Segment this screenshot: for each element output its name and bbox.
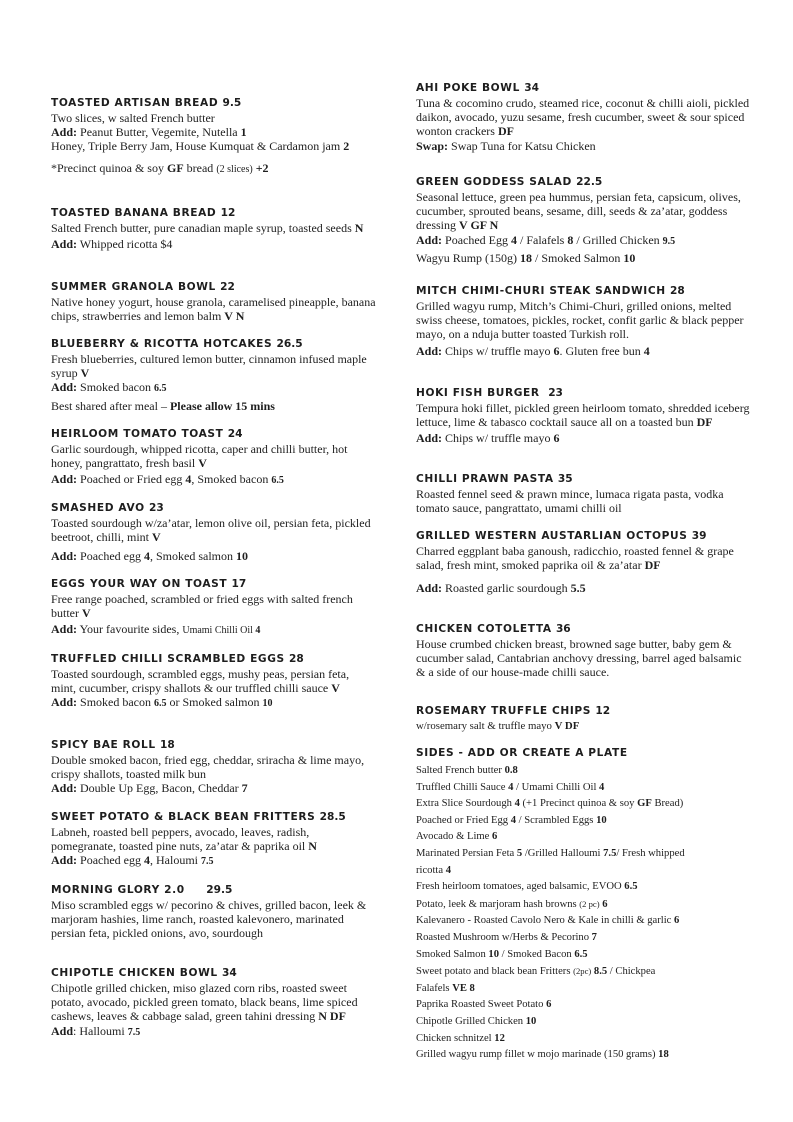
side-name: Smoked Salmon	[416, 948, 489, 960]
description-text: w/rosemary salt & truffle mayo	[416, 720, 555, 732]
add-text: Wagyu Rump (150g)	[416, 250, 521, 265]
menu-item-toasted-banana-bread	[51, 206, 376, 251]
add-price: 2	[343, 139, 350, 154]
side-name: Falafels	[416, 982, 453, 994]
add-on-line	[51, 695, 376, 711]
item-title	[416, 386, 751, 401]
item-price: 22	[220, 281, 235, 293]
add-text: / Falafels	[517, 232, 568, 247]
item-price: 12	[220, 207, 236, 219]
item-description	[416, 719, 751, 733]
diet-badge: V	[80, 366, 90, 381]
add-price: 8	[567, 232, 574, 247]
side-line	[416, 997, 751, 1014]
side-line	[416, 829, 751, 846]
add-text: , Smoked salmon	[150, 549, 236, 564]
item-name: CHIPOTLE CHICKEN BOWL	[51, 967, 218, 979]
add-on-line	[51, 781, 376, 795]
side-name: / Smoked Bacon	[499, 948, 575, 960]
side-name: ricotta	[416, 864, 446, 876]
item-title	[416, 704, 751, 719]
side-line	[416, 1047, 751, 1064]
item-name: SMASHED AVO	[51, 502, 145, 514]
item-title	[51, 280, 376, 295]
item-title	[51, 96, 376, 111]
add-text: , Smoked bacon	[191, 472, 272, 487]
item-title	[51, 966, 376, 981]
item-title	[51, 427, 376, 442]
item-title	[51, 883, 376, 898]
add-on-line	[51, 472, 376, 488]
side-line	[416, 981, 751, 998]
side-name: Chicken schnitzel	[416, 1032, 495, 1044]
side-price: 6.5	[574, 948, 588, 960]
side-price: 12	[494, 1032, 505, 1044]
item-title	[416, 472, 751, 487]
menu-item-steak-sandwich	[416, 284, 751, 358]
menu-item-grilled-octopus	[416, 529, 751, 596]
diet-badge: N DF	[318, 1009, 346, 1024]
side-line	[416, 879, 751, 896]
side-note: (2pc)	[573, 966, 592, 977]
add-text: / Grilled Chicken	[573, 232, 663, 247]
description-text: Tempura hoki fillet, pickled green heirloom tomato, shredded iceberg lettuce, lime & tabasco cocktail sauce all on a toasted bun	[416, 401, 750, 430]
side-line	[416, 846, 751, 863]
item-description	[51, 516, 376, 544]
add-label: Add:	[51, 125, 78, 140]
menu-item-chilli-prawn-pasta	[416, 472, 751, 515]
item-name: GREEN GODDESS SALAD	[416, 176, 572, 188]
menu-item-chicken-cotoletta	[416, 622, 751, 680]
item-description: Grilled wagyu rump, Mitch’s Chimi-Churi, grilled onions, melted swiss cheese, tomatoes, pickles, rocket, confit garlic & black pepper mayo, on a nduja butter toasted Turkish roll.	[416, 299, 744, 342]
add-text: Chips w/ truffle mayo	[442, 343, 554, 358]
side-price: 6	[599, 898, 608, 910]
section-title: SIDES - ADD OR CREATE A PLATE	[416, 747, 628, 759]
item-price: 12	[595, 705, 611, 717]
diet-badge: V GF N	[459, 218, 499, 233]
side-name: / Umami Chilli Oil	[513, 781, 600, 793]
add-text: Whipped ricotta $4	[77, 237, 173, 252]
side-note: (2 pc)	[579, 898, 600, 909]
menu-item-sweet-potato-fritters	[51, 810, 376, 870]
side-line	[416, 780, 751, 797]
item-price: 28	[669, 285, 685, 297]
side-name: Paprika Roasted Sweet Potato	[416, 999, 547, 1011]
menu-item-toasted-artisan-bread	[51, 96, 376, 177]
swap-line	[416, 139, 751, 153]
add-text: Peanut Butter, Vegemite, Nutella	[77, 125, 241, 140]
add-text: / Smoked Salmon	[532, 250, 624, 265]
side-line	[416, 913, 751, 930]
add-text: : Halloumi	[73, 1023, 128, 1038]
item-description: Two slices, w salted French butter	[51, 111, 215, 125]
add-on-line	[416, 233, 751, 249]
description-text: Chipotle grilled chicken, miso glazed corn ribs, roasted sweet potato, avocado, pickled green tomato, black beans, lime spiced cashews, leaves & cabbage salad, green tahini dressing	[51, 981, 358, 1024]
add-text: Poached egg	[77, 853, 144, 868]
add-on-line	[51, 853, 376, 869]
item-description	[51, 295, 376, 323]
side-price: 6	[674, 915, 680, 927]
add-price: 4	[511, 232, 517, 247]
diet-badge: V	[331, 681, 340, 696]
add-text: Poached or Fried egg	[77, 472, 186, 487]
description-text: Labneh, roasted bell peppers, avocado, leaves, radish, pomegranate, toasted pine nuts, za’atar & paprika oil	[51, 825, 310, 854]
item-description	[416, 544, 751, 572]
item-description	[51, 352, 376, 380]
item-price: 34	[222, 967, 237, 979]
diet-badge: N	[308, 839, 317, 854]
precinct-text: *Precinct quinoa & soy	[51, 160, 167, 175]
description-text: Charred eggplant baba ganoush, radicchio, roasted fennel & grape salad, fresh mint, smoked paprika oil & za’atar	[416, 544, 734, 573]
sharing-note	[51, 399, 376, 413]
side-line	[416, 1031, 751, 1048]
sides-section	[416, 746, 751, 1064]
side-name: Fresh heirloom tomatoes, aged balsamic, EVOO	[416, 881, 625, 893]
add-text: Honey, Triple Berry Jam, House Kumquat & Cardamon jam	[51, 139, 344, 154]
side-price: 10	[596, 814, 607, 826]
add-label: Add:	[51, 237, 78, 252]
side-price: 10	[488, 948, 499, 960]
item-title	[51, 652, 376, 667]
note-text: Best shared after meal –	[51, 398, 170, 413]
menu-item-eggs-your-way	[51, 577, 376, 639]
item-description	[51, 442, 376, 470]
item-name: EGGS YOUR WAY ON TOAST	[51, 578, 228, 590]
item-name: BLUEBERRY & RICOTTA HOTCAKES	[51, 338, 273, 350]
add-on-line	[416, 344, 751, 358]
description-text: Free range poached, scrambled or fried eggs with salted french butter	[51, 592, 353, 621]
add-price: 4	[185, 472, 192, 487]
menu-item-smashed-avo	[51, 501, 376, 564]
item-title	[51, 206, 376, 221]
precinct-text: bread	[183, 160, 217, 175]
add-text: Roasted garlic sourdough	[442, 581, 571, 596]
menu-item-spicy-bae-roll	[51, 738, 376, 796]
add-price: 6.5	[154, 383, 167, 395]
add-text: Smoked bacon	[77, 380, 155, 395]
item-description	[51, 825, 376, 853]
item-name: HEIRLOOM TOMATO TOAST	[51, 428, 224, 440]
note-emphasis: Please allow 15 mins	[169, 398, 275, 413]
side-line	[416, 863, 751, 880]
side-name: Marinated Persian Feta	[416, 847, 517, 859]
side-name: Grilled wagyu rump fillet w mojo marinade (150 grams)	[416, 1049, 659, 1061]
side-price: 5	[516, 847, 523, 859]
item-price: 39	[691, 530, 707, 542]
item-price: 23	[548, 387, 563, 399]
side-line	[416, 1014, 751, 1031]
add-label: Add:	[416, 581, 443, 596]
description-text: Toasted sourdough, scrambled eggs, mushy peas, persian feta, mint, cucumber, crispy shallots & our truffled chilli sauce	[51, 667, 350, 696]
item-description	[416, 190, 751, 233]
add-price: 6.5	[154, 698, 167, 710]
description-text: Tuna & cocomino crudo, steamed rice, coconut & chilli aioli, pickled daikon, avocado, yuzu sesame, fresh cucumber, sweet & sour spiced wonton crackers	[416, 96, 750, 139]
add-price: 6	[553, 431, 560, 446]
side-line	[416, 930, 751, 947]
item-description: Roasted fennel seed & prawn mince, lumaca rigata pasta, vodka tomato sauce, pangrattato, umami chilli oil	[416, 487, 724, 516]
add-label: Add:	[51, 380, 78, 395]
item-name: MORNING GLORY 2.0	[51, 884, 185, 896]
add-label: Add:	[51, 781, 78, 796]
menu-item-heirloom-tomato-toast	[51, 427, 376, 489]
side-name: Roasted Mushroom w/Herbs & Pecorino	[416, 931, 592, 943]
item-description	[51, 981, 376, 1024]
add-on-line	[51, 380, 376, 396]
add-on-line	[51, 622, 376, 638]
side-name: Salted French butter	[416, 765, 505, 776]
menu-item-rosemary-truffle-chips	[416, 704, 751, 733]
add-text: Double Up Egg, Bacon, Cheddar	[77, 781, 242, 796]
side-price: 7.5	[603, 847, 617, 859]
side-price: 10	[525, 1015, 537, 1027]
diet-badge: N	[354, 221, 364, 235]
add-price: 6	[553, 343, 560, 358]
add-price: 9.5	[662, 235, 676, 247]
item-name: MITCH CHIMI-CHURI STEAK SANDWICH	[416, 285, 666, 297]
item-name: CHICKEN COTOLETTA	[416, 623, 552, 635]
diet-badge: GF	[637, 798, 652, 810]
side-name: Truffled Chilli Sauce	[416, 781, 509, 793]
item-name: TOASTED BANANA BREAD	[51, 207, 217, 219]
item-description: Miso scrambled eggs w/ pecorino & chives, grilled bacon, leek & marjoram hashies, lime ranch, roasted kalevonero, marinated persian feta, pickled onions, avo, sourdough	[51, 898, 367, 941]
side-price: 6	[492, 831, 498, 843]
side-name: / Chickpea	[607, 966, 656, 978]
add-price: 5.5	[570, 581, 586, 596]
item-title	[416, 284, 751, 299]
add-on-line	[51, 1024, 376, 1040]
diet-badge: DF	[497, 124, 514, 139]
item-title	[416, 175, 751, 190]
description-text: Toasted sourdough w/za’atar, lemon olive oil, persian feta, pickled beetroot, chilli, mint	[51, 516, 371, 545]
item-name: HOKI FISH BURGER	[416, 387, 540, 399]
item-price: 29.5	[206, 884, 233, 896]
side-name: Chipotle Grilled Chicken	[416, 1015, 526, 1027]
menu-item-chipotle-chicken-bowl	[51, 966, 376, 1040]
side-name: / Scrambled Eggs	[516, 814, 597, 826]
add-price: 7.5	[127, 1026, 141, 1038]
item-name: AHI POKE BOWL	[416, 82, 520, 94]
side-name: Kalevanero - Roasted Cavolo Nero & Kale in chilli & garlic	[416, 915, 674, 927]
side-line	[416, 963, 751, 981]
menu-item-morning-glory	[51, 883, 376, 941]
item-name: TRUFFLED CHILLI SCRAMBLED EGGS	[51, 653, 285, 665]
add-price: +2	[252, 160, 269, 175]
menu-item-ahi-poke-bowl	[416, 81, 751, 153]
side-price: 6.5	[624, 881, 638, 893]
side-name: Potato, leek & marjoram hash browns	[416, 898, 580, 910]
menu-item-green-goddess-salad	[416, 175, 751, 265]
side-price: 8.5	[591, 966, 608, 978]
precinct-bread-line	[51, 161, 376, 177]
item-description	[51, 667, 376, 695]
menu-item-hoki-fish-burger	[416, 386, 751, 446]
description-text: Salted French butter, pure canadian maple syrup, toasted seeds	[51, 221, 355, 235]
item-title	[51, 577, 376, 592]
add-label: Add:	[51, 695, 78, 710]
swap-label: Swap:	[416, 138, 449, 153]
side-name: Extra Slice Sourdough	[416, 798, 515, 810]
item-description: House crumbed chicken breast, browned sage butter, baby gem & cucumber salad, Cantabrian anchovy dressing, barrel aged balsamic & a side of our house-made chilli sauce.	[416, 637, 742, 680]
menu-item-truffled-chilli-scrambled-eggs	[51, 652, 376, 712]
item-title	[51, 810, 376, 825]
add-text: , Haloumi	[150, 853, 201, 868]
item-description	[416, 401, 751, 429]
add-text: Your favourite sides,	[77, 622, 183, 637]
diet-badge: DF	[696, 415, 713, 430]
item-description	[416, 96, 751, 139]
item-name: SPICY BAE ROLL	[51, 739, 156, 751]
item-name: TOASTED ARTISAN BREAD	[51, 97, 219, 109]
side-price: 18	[658, 1049, 669, 1061]
item-description	[51, 221, 376, 235]
item-title	[51, 738, 376, 753]
item-price: 35	[557, 473, 573, 485]
add-label: Add:	[51, 472, 78, 487]
side-line	[416, 947, 751, 964]
side-price: 7	[591, 931, 597, 943]
item-title	[51, 337, 376, 352]
add-on-line	[51, 549, 376, 563]
side-name: Avocado & Lime	[416, 831, 492, 843]
item-name: CHILLI PRAWN PASTA	[416, 473, 554, 485]
add-label: Add:	[416, 232, 443, 247]
item-price: 24	[227, 428, 243, 440]
item-price: 23	[148, 502, 164, 514]
side-price: 4	[599, 781, 605, 793]
side-price: 6	[546, 999, 552, 1011]
side-price: 4	[445, 864, 452, 876]
add-price: 10	[236, 549, 248, 564]
add-price: 6.5	[271, 475, 284, 487]
item-description: Double smoked bacon, fried egg, cheddar, sriracha & lime mayo, crispy shallots, toasted milk bun	[51, 753, 365, 782]
add-price: 18	[520, 250, 533, 265]
add-price: 10	[623, 250, 636, 265]
item-price: 36	[555, 623, 571, 635]
description-text: Native honey yogurt, house granola, caramelised pineapple, banana chips, strawberries and lemon balm	[51, 295, 376, 324]
item-price: 26.5	[276, 338, 303, 350]
side-price: 4	[508, 781, 514, 793]
side-name: / Fresh whipped	[616, 847, 685, 859]
item-price: 17	[231, 578, 247, 590]
description-text: Seasonal lettuce, green pea hummus, persian feta, capsicum, olives, cucumber, sprouted beans, sesame, dill, seeds & za’atar, goddess dressing	[416, 190, 741, 233]
side-price: 4	[514, 798, 520, 810]
menu-item-summer-granola-bowl	[51, 280, 376, 323]
item-price: 22.5	[576, 176, 603, 188]
item-name: SUMMER GRANOLA BOWL	[51, 281, 216, 293]
item-price: 18	[160, 739, 175, 751]
side-line	[416, 896, 751, 914]
add-price: 1	[240, 125, 247, 140]
slices-note: (2 slices)	[216, 163, 253, 175]
add-text: Poached Egg	[442, 232, 511, 247]
add-price: 4	[255, 625, 261, 637]
diet-badge: V	[82, 606, 91, 621]
item-name: SWEET POTATO & BLACK BEAN FRITTERS	[51, 811, 316, 823]
description-text: Garlic sourdough, whipped ricotta, caper and chilli butter, hot honey, pangrattato, fresh basil	[51, 442, 348, 471]
add-label: Add:	[51, 853, 78, 868]
diet-badge: V N	[224, 309, 245, 324]
menu-item-blueberry-ricotta-hotcakes	[51, 337, 376, 413]
add-price: 7	[241, 781, 248, 796]
add-on-line-2	[416, 251, 751, 265]
add-price: 4	[144, 853, 150, 868]
side-line	[416, 813, 751, 830]
side-name: Poached or Fried Egg	[416, 814, 511, 826]
item-name: GRILLED WESTERN AUSTARLIAN OCTOPUS	[416, 530, 688, 542]
add-text: . Gluten free bun	[559, 343, 644, 358]
add-label: Add:	[51, 622, 78, 637]
item-name: ROSEMARY TRUFFLE CHIPS	[416, 705, 592, 717]
add-on-line	[416, 431, 751, 445]
add-on-line	[51, 237, 376, 251]
diet-badge: GF	[166, 160, 184, 175]
side-line	[416, 796, 751, 813]
side-name: (+1 Precinct quinoa & soy	[519, 798, 638, 810]
add-price: 4	[144, 549, 150, 564]
add-text: or Smoked salmon	[166, 695, 263, 710]
add-price: 4	[643, 343, 650, 358]
item-title	[416, 622, 751, 637]
diet-badge: V	[198, 456, 207, 471]
swap-text: Swap Tuna for Katsu Chicken	[448, 138, 596, 153]
add-label: Add	[51, 1023, 74, 1038]
diet-badge: V DF	[554, 720, 580, 732]
add-on-line-2	[51, 139, 376, 153]
side-name: /Grilled Halloumi	[522, 847, 604, 859]
item-title	[51, 501, 376, 516]
description-text: Fresh blueberries, cultured lemon butter, cinnamon infused maple syrup	[51, 352, 367, 381]
diet-badge: DF	[644, 558, 661, 573]
side-name: Sweet potato and black bean Fritters	[416, 966, 574, 978]
add-text-small: Umami Chilli Oil	[182, 625, 256, 637]
item-title	[416, 529, 751, 544]
item-title	[416, 81, 751, 96]
side-price: 0.8	[504, 765, 518, 776]
side-price: VE 8	[452, 982, 475, 994]
add-text: Smoked bacon	[77, 695, 155, 710]
item-price: 28	[289, 653, 304, 665]
item-price: 34	[524, 82, 539, 94]
diet-badge: V	[151, 530, 161, 545]
add-text: Poached egg	[77, 549, 144, 564]
item-price: 9.5	[222, 97, 242, 109]
add-label: Add:	[51, 549, 78, 564]
add-on-line	[416, 581, 751, 595]
add-label: Add:	[416, 431, 443, 446]
add-label: Add:	[416, 343, 443, 358]
item-description	[51, 592, 376, 620]
add-on-line	[51, 125, 376, 139]
add-price: 10	[262, 698, 273, 710]
item-price: 28.5	[319, 811, 346, 823]
add-text: Chips w/ truffle mayo	[442, 431, 554, 446]
side-line	[416, 763, 751, 780]
add-price: 7.5	[201, 856, 214, 868]
side-price: 4	[510, 814, 517, 826]
side-name: Bread)	[651, 798, 684, 810]
